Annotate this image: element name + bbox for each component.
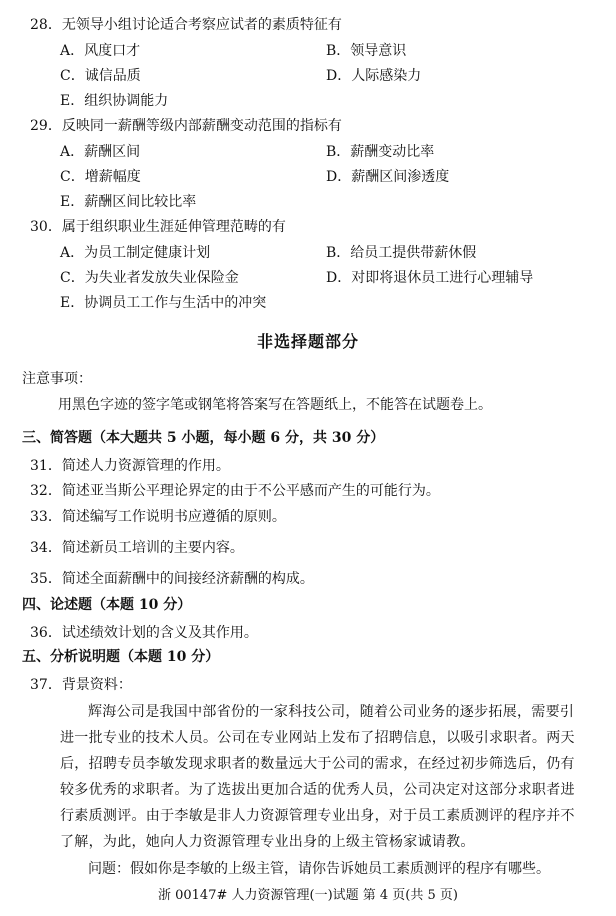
question-30-option-d: D．对即将退休员工进行心理辅导 — [326, 270, 534, 286]
question-28-stem: 28．无领导小组讨论适合考察应试者的素质特征有 — [30, 17, 342, 33]
question-36: 36．试述绩效计划的含义及其作用。 — [30, 625, 258, 641]
case-line-6: 了解，为此，她向人力资源管理专业出身的上级主管杨家诚请教。 — [60, 834, 475, 850]
page-footer: 浙 00147# 人力资源管理(一)试题 第 4 页(共 5 页) — [157, 888, 458, 903]
case-line-4: 较多优秀的求职者。为了选拔出更加合适的优秀人员，公司决定对这部分求职者进 — [60, 782, 575, 798]
question-29-option-e: E．薪酬区间比较比率 — [60, 194, 197, 210]
notice-label: 注意事项： — [22, 371, 92, 387]
case-line-2: 进一批专业的技术人员。公司在专业网站上发布了招聘信息，以吸引求职者。两天 — [60, 730, 575, 746]
question-35: 35．简述全面薪酬中的间接经济薪酬的构成。 — [30, 571, 314, 587]
question-28-option-e: E．组织协调能力 — [60, 93, 169, 109]
case-line-3: 后，招聘专员李敏发现求职者的数量远大于公司的需求，在经过初步筛选后，仍有 — [60, 756, 575, 772]
case-line-1: 辉海公司是我国中部省份的一家科技公司，随着公司业务的逐步拓展，需要引 — [88, 704, 575, 720]
question-29-option-c: C．增薪幅度 — [60, 169, 141, 185]
question-30-option-a: A．为员工制定健康计划 — [60, 245, 211, 261]
section-title: 非选择题部分 — [256, 332, 359, 351]
part5-heading: 五、分析说明题（本题 10 分） — [22, 649, 220, 665]
question-31: 31．简述人力资源管理的作用。 — [30, 458, 230, 474]
question-34: 34．简述新员工培训的主要内容。 — [30, 540, 244, 556]
part3-heading: 三、简答题（本大题共 5 小题，每小题 6 分，共 30 分） — [22, 430, 385, 446]
question-28-option-b: B．领导意识 — [326, 43, 407, 59]
notice-text: 用黑色字迹的签字笔或钢笔将答案写在答题纸上，不能答在试题卷上。 — [58, 397, 492, 413]
question-28-option-a: A．风度口才 — [60, 43, 141, 59]
question-30-option-e: E．协调员工工作与生活中的冲突 — [60, 295, 267, 311]
question-29-option-d: D．薪酬区间渗透度 — [326, 169, 450, 185]
question-33: 33．简述编写工作说明书应遵循的原则。 — [30, 509, 286, 525]
question-30-option-b: B．给员工提供带薪休假 — [326, 245, 477, 261]
question-30-stem: 30．属于组织职业生涯延伸管理范畴的有 — [30, 219, 286, 235]
question-29-option-a: A．薪酬区间 — [60, 144, 141, 160]
question-29-option-b: B．薪酬变动比率 — [326, 144, 435, 160]
question-30-option-c: C．为失业者发放失业保险金 — [60, 270, 239, 286]
question-32: 32．简述亚当斯公平理论界定的由于不公平感而产生的可能行为。 — [30, 483, 440, 499]
question-28-option-d: D．人际感染力 — [326, 68, 422, 84]
case-question: 问题：假如你是李敏的上级主管，请你告诉她员工素质测评的程序有哪些。 — [88, 861, 550, 877]
question-29-stem: 29．反映同一薪酬等级内部薪酬变动范围的指标有 — [30, 118, 342, 134]
part4-heading: 四、论述题（本题 10 分） — [22, 597, 192, 613]
case-line-5: 行素质测评。由于李敏是非人力资源管理专业出身，对于员工素质测评的程序并不 — [60, 808, 575, 824]
question-37: 37．背景资料： — [30, 677, 132, 693]
question-28-option-c: C．诚信品质 — [60, 68, 141, 84]
